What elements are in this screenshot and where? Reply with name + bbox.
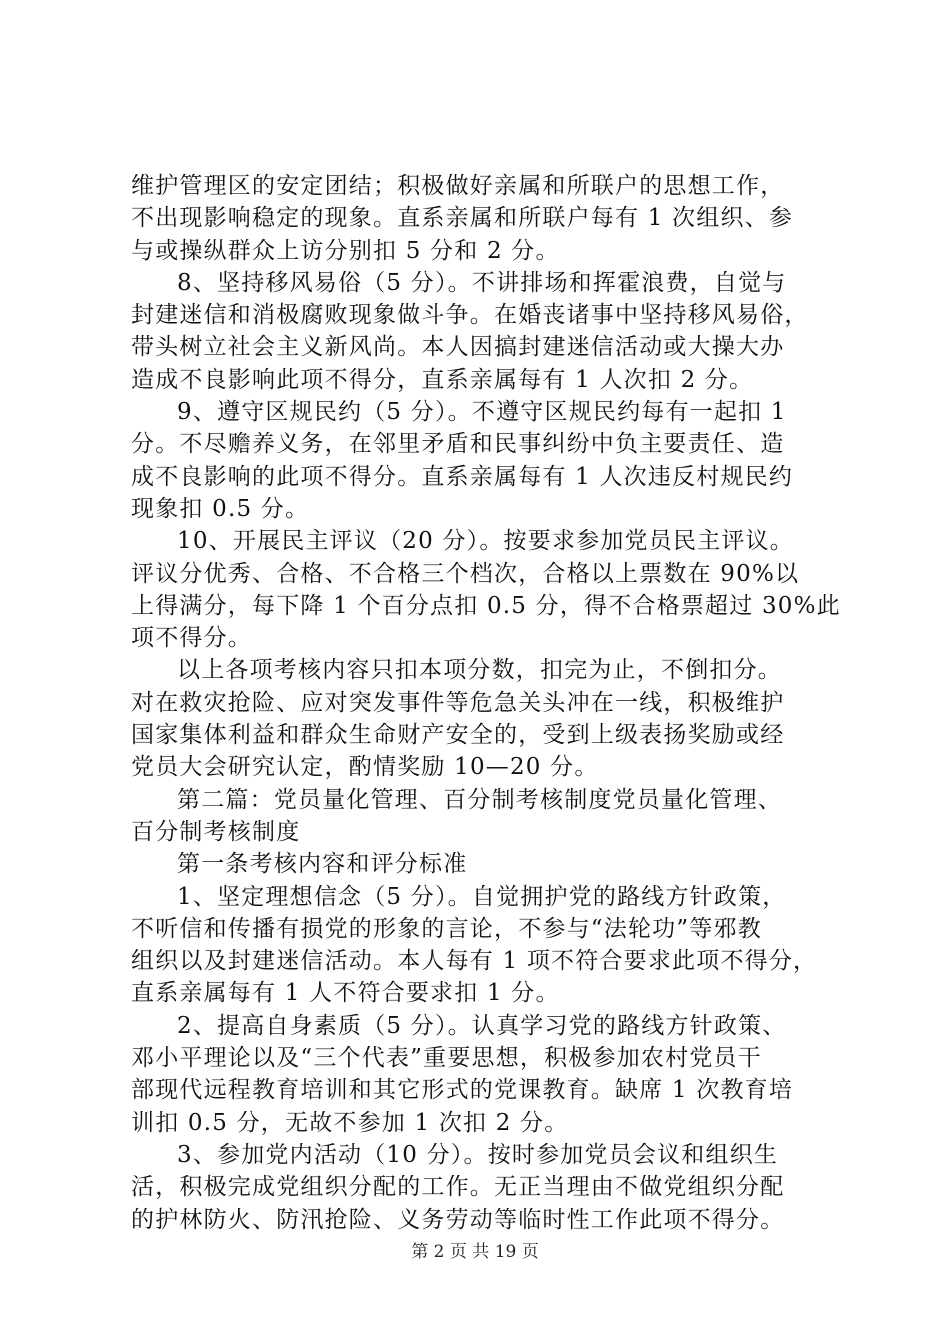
text-line: 造成不良影响此项不得分，直系亲属每有 1 人次扣 2 分。 (131, 366, 754, 393)
text-line: 维护管理区的安定团结；积极做好亲属和所联户的思想工作， (131, 173, 785, 199)
text-line: 对在救灾抢险、应对突发事件等危急关头冲在一线，积极维护 (131, 689, 785, 716)
text-line: 成不良影响的此项不得分。直系亲属每有 1 人次违反村规民约 (131, 463, 794, 490)
text-line: 项不得分。 (131, 625, 252, 652)
text-line: 带头树立社会主义新风尚。本人因搞封建迷信活动或大操大办 (131, 334, 785, 361)
text-line: 训扣 0.5 分，无故不参加 1 次扣 2 分。 (131, 1109, 569, 1136)
document-body (131, 170, 841, 1236)
text-line: 分。不尽赡养义务，在邻里矛盾和民事纠纷中负主要责任、造 (131, 431, 785, 458)
text-line: 现象扣 0.5 分。 (131, 495, 310, 522)
text-line: 的护林防火、防汛抢险、义务劳动等临时性工作此项不得分。 (131, 1206, 785, 1233)
text-line: 评议分优秀、合格、不合格三个档次，合格以上票数在 90%以 (131, 560, 800, 587)
text-line: 国家集体利益和群众生命财产安全的，受到上级表扬奖励或经 (131, 722, 785, 749)
text-line: 活，积极完成党组织分配的工作。无正当理由不做党组织分配 (131, 1174, 785, 1201)
text-line: 组织以及封建迷信活动。本人每有 1 项不符合要求此项不得分， (131, 948, 818, 975)
text-line: 2、提高自身素质（5 分）。认真学习党的路线方针政策、 (177, 1012, 787, 1039)
text-line: 封建迷信和消极腐败现象做斗争。在婚丧诸事中坚持移风易俗， (131, 302, 809, 329)
text-line: 上得满分，每下降 1 个百分点扣 0.5 分，得不合格票超过 30%此 (131, 592, 841, 619)
text-line: 部现代远程教育培训和其它形式的党课教育。缺席 1 次教育培 (131, 1077, 794, 1104)
text-line: 百分制考核制度 (131, 818, 301, 845)
text-line: 直系亲属每有 1 人不符合要求扣 1 分。 (131, 980, 560, 1007)
text-line: 第一条考核内容和评分标准 (177, 851, 468, 878)
text-line: 8、坚持移风易俗（5 分）。不讲排场和挥霍浪费，自觉与 (177, 269, 787, 296)
text-line: 邓小平理论以及“三个代表”重要思想，积极参加农村党员干 (131, 1045, 762, 1072)
text-line: 10、开展民主评议（20 分）。按要求参加党员民主评议。 (177, 528, 794, 555)
text-line: 不出现影响稳定的现象。直系亲属和所联户每有 1 次组织、参 (131, 205, 794, 232)
text-line: 1、坚定理想信念（5 分）。自觉拥护党的路线方针政策， (177, 883, 787, 910)
text-line: 不听信和传播有损党的形象的言论，不参与“法轮功”等邪教 (131, 915, 762, 942)
text-line: 党员大会研究认定，酌情奖励 10—20 分。 (131, 754, 599, 781)
text-line: 以上各项考核内容只扣本项分数，扣完为止，不倒扣分。 (177, 657, 782, 684)
text-line: 与或操纵群众上访分别扣 5 分和 2 分。 (131, 237, 560, 264)
text-line: 9、遵守区规民约（5 分）。不遵守区规民约每有一起扣 1 (177, 399, 787, 426)
text-line: 3、参加党内活动（10 分）。按时参加党员会议和组织生 (177, 1141, 779, 1168)
text-line: 第二篇：党员量化管理、百分制考核制度党员量化管理、 (177, 786, 782, 813)
page-footer: 第 2 页 共 19 页 (411, 1242, 539, 1262)
